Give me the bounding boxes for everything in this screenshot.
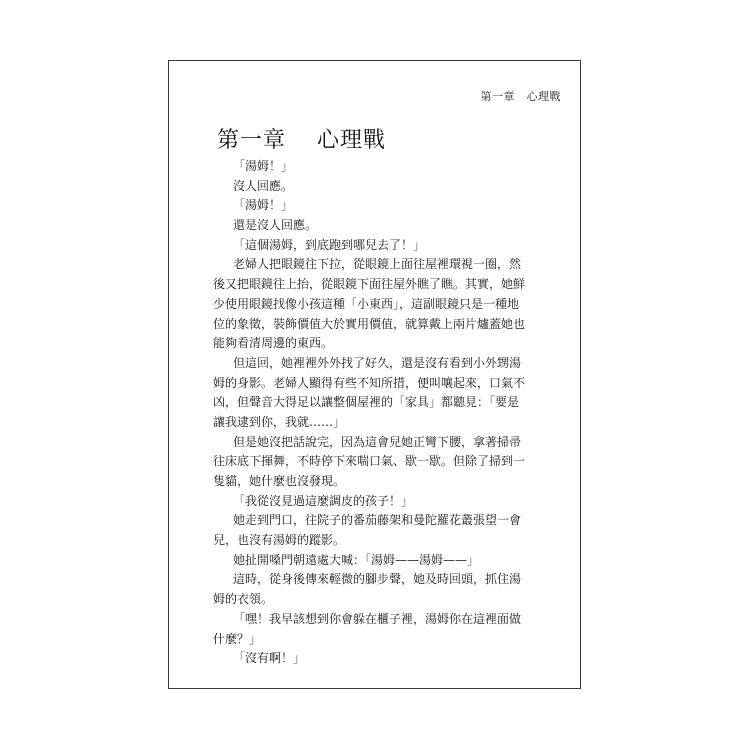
text-line: 「這個湯姆，到底跑到哪兒去了！」	[233, 237, 426, 252]
text-line: 「湯姆！」	[233, 159, 294, 173]
text-line: 老婦人把眼鏡往下拉，從眼鏡上面往屋裡環視一圈，然	[233, 257, 522, 272]
text-line: 姆的身影。老婦人顯得有些不知所措，便叫嚷起來，口氣不	[213, 375, 526, 390]
text-line: 凶，但聲音大得足以讓整個屋裡的「家具」都聽見：「要是	[213, 395, 520, 410]
running-head: 第一章 心理戰	[480, 90, 561, 103]
text-line: 但是她沒把話說完，因為這會兒她正彎下腰，拿著掃帚	[233, 434, 522, 449]
text-line: 讓我逮到你，我就……」	[213, 414, 346, 429]
text-line: 往床底下揮舞，不時停下來喘口氣、歇一歇。但除了掃到一	[213, 454, 526, 469]
text-line: 這時，從身後傳來輕微的腳步聲，她及時回頭，抓住湯	[233, 572, 522, 587]
book-page	[168, 60, 581, 689]
text-line: 還是沒人回應。	[233, 218, 318, 233]
text-line: 兒，也沒有湯姆的蹤影。	[213, 533, 346, 548]
text-line: 「湯姆！」	[233, 198, 294, 213]
text-line: 什麼？」	[213, 631, 262, 646]
chapter-title: 第一章 心理戰	[217, 128, 386, 153]
text-line: 隻貓，她什麼也沒發現。	[213, 474, 346, 488]
text-line: 她走到門口，往院子的番茄藤架和曼陀羅花叢張望一會	[233, 513, 522, 528]
body-text	[213, 157, 543, 669]
text-line: 少使用眼鏡找像小孩這種「小東西」，這副眼鏡只是一種地	[213, 296, 520, 311]
text-line: 「嘿！我早該想到你會躲在櫃子裡，湯姆你在這裡面做	[233, 611, 522, 626]
text-line: 姆的衣領。	[213, 592, 274, 607]
text-line: 位的象徵，裝飾價值大於實用價值，就算戴上兩片爐蓋她也	[213, 316, 526, 331]
text-line: 但這回，她裡裡外外找了好久，還是沒有看到小外甥湯	[233, 355, 522, 370]
text-line: 她扯開嗓門朝遠處大喊：「湯姆——湯姆——」	[233, 552, 480, 567]
text-line: 沒人回應。	[233, 178, 294, 193]
text-line: 「沒有啊！」	[233, 651, 306, 666]
text-line: 後又把眼鏡往上抬，從眼鏡下面往屋外瞧了瞧。其實，她鮮	[213, 277, 526, 292]
text-line: 能夠看清周邊的東西。	[213, 336, 334, 351]
text-line: 「我從沒見過這麼調皮的孩子！」	[233, 493, 414, 508]
